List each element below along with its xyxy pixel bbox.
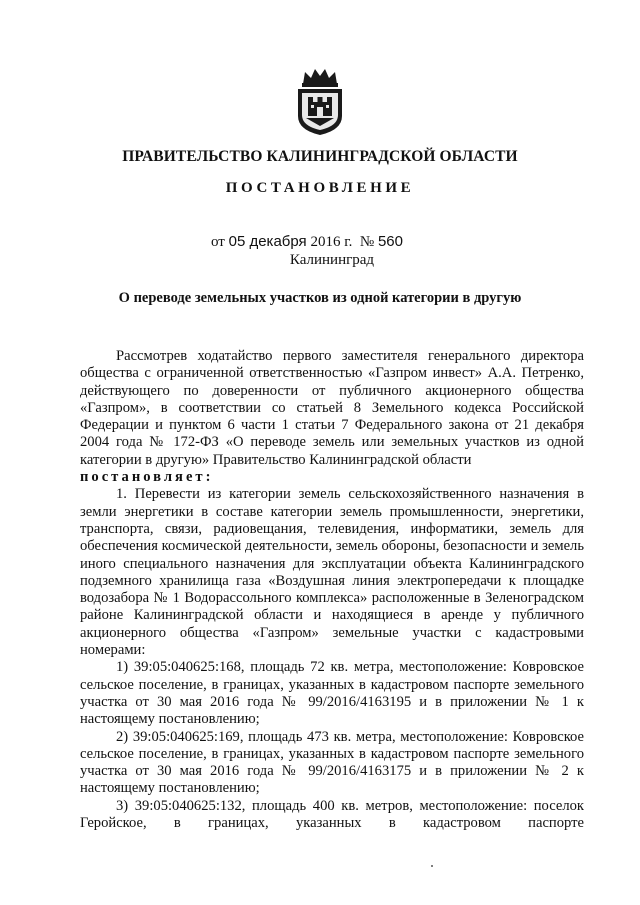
document-subject: О переводе земельных участков из одной категории в другую: [118, 290, 522, 306]
document-body: [80, 348, 584, 832]
subitem-3-paragraph: 3) 39:05:040625:132, площадь 400 кв. метров, местоположение: поселок Геройское, в границах, указанных в кадастровом паспорте: [80, 797, 584, 832]
dateline-year: 2016 г.: [310, 234, 353, 250]
organization-title: ПРАВИТЕЛЬСТВО КАЛИНИНГРАДСКОЙ ОБЛАСТИ: [122, 148, 518, 165]
subitem-1-paragraph: 1) 39:05:040625:168, площадь 72 кв. метра, местоположение: Ковровское сельское поселение, в границах, указанных в кадастровом паспорте земельного участка от 30 мая 2016 года № 99/2016/4163195 и в приложении № 1 к настоящему постановлению;: [80, 659, 584, 728]
dateline: [211, 233, 403, 251]
dateline-number-sign: №: [359, 234, 375, 250]
dateline-date: 05 декабря: [228, 233, 307, 250]
scan-speck: [431, 865, 433, 867]
decree-word: постановляет:: [80, 469, 214, 486]
item-1-paragraph: 1. Перевести из категории земель сельскохозяйственного назначения в земли энергетики в составе категории земель промышленности, энергетики, транспорта, связи, радиовещания, телевидения, информатики, земель для обеспечения космической деятельности, земель обороны, безопасности и земель иного специального назначения для эксплуатации объекта Калининградского подземного хранилища газа «Воздушная линия электропередачи к площадке водозабора № 1 Водорассольного комплекса» расположенные в Зеленоградском районе Калининградской области и находящиеся в аренде у публичного акционерного общества «Газпром» земельные участки с кадастровыми номерами:: [80, 486, 584, 659]
decree-paragraph: [80, 469, 584, 486]
city: Калининград: [289, 252, 375, 268]
dateline-number: 560: [377, 233, 403, 250]
subitem-2-paragraph: 2) 39:05:040625:169, площадь 473 кв. метра, местоположение: Ковровское сельское поселение, в границах, указанных в кадастровом паспорте земельного участка от 30 мая 2016 года № 99/2016/4163175 и в приложении № 2 к настоящему постановлению;: [80, 728, 584, 797]
dateline-from: от: [211, 234, 225, 250]
preamble-paragraph: [80, 348, 584, 469]
coat-of-arms-emblem: [291, 66, 349, 136]
preamble-text: Рассмотрев ходатайство первого заместителя генерального директора общества с ограниченной ответственностью «Газпром инвест» А.А. Петренко, действующего по доверенности от публичного акционерного общества «Газпром», в соответствии со статьей 8 Земельного кодекса Российской Федерации и пунктом 6 части 1 статьи 7 Федерального закона от 21 декабря 2004 года № 172-ФЗ «О переводе земель или земельных участков из одной категории в другую» Правительство Калининградской области: [80, 348, 584, 468]
document-type-title: ПОСТАНОВЛЕНИЕ: [225, 180, 415, 196]
